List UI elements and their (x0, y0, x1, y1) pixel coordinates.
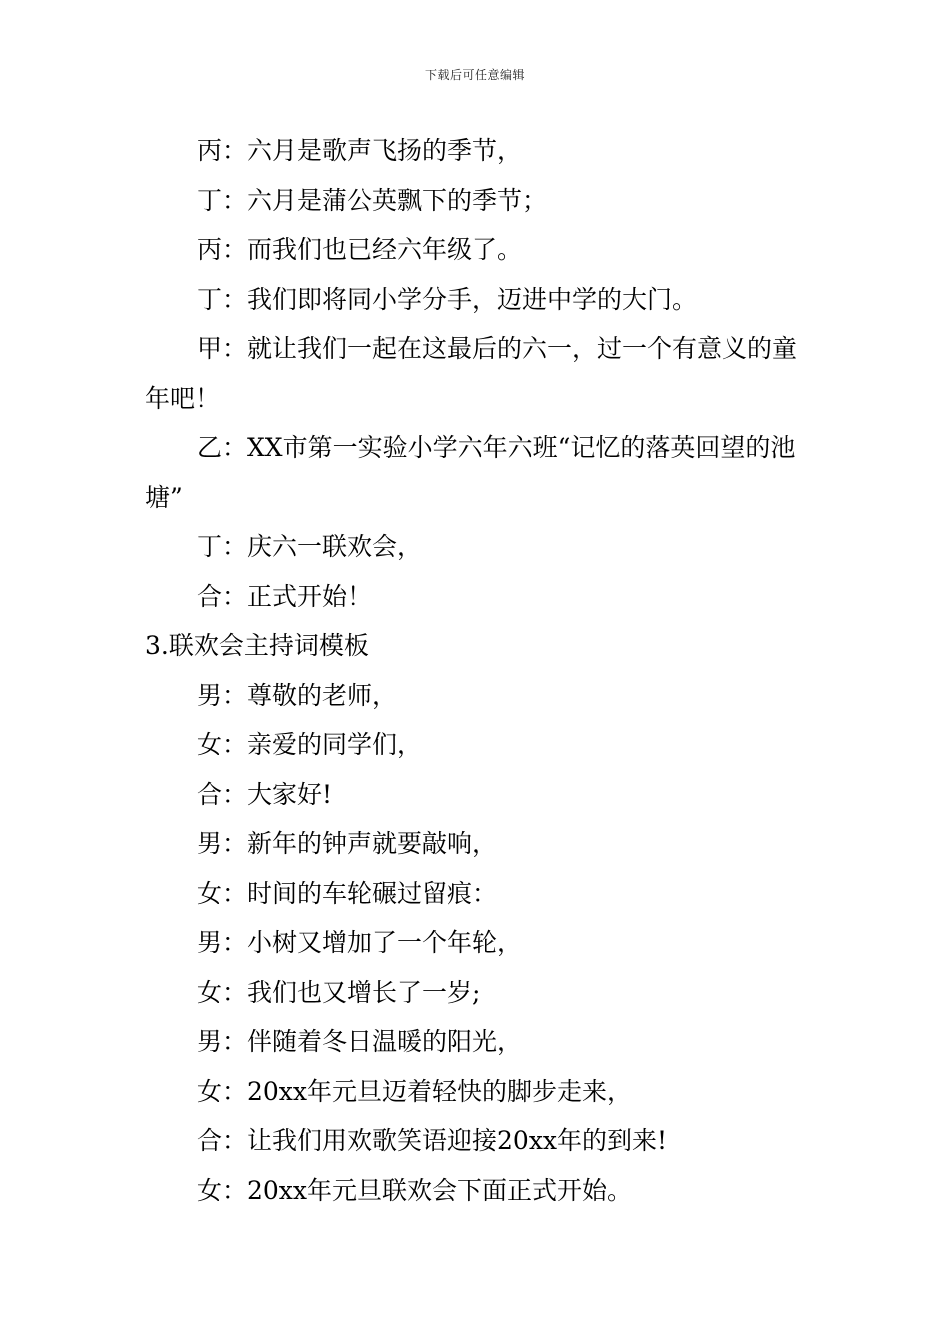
dialogue-line: 女：亲爱的同学们， (197, 730, 423, 759)
dialogue-line: 丁：六月是蒲公英飘下的季节； (197, 185, 548, 215)
section-heading: 3.联欢会主持词模板 (145, 631, 369, 660)
dialogue-line: 女：时间的车轮碾过留痕： (197, 878, 498, 908)
dialogue-line: 甲：就让我们一起在这最后的六一，过一个有意义的童年吧！ (145, 334, 798, 413)
document-body (145, 126, 810, 1215)
page-header: 下载后可任意编辑 (424, 68, 525, 82)
dialogue-line: 合：大家好! (197, 779, 333, 809)
dialogue-line: 丙：而我们也已经六年级了。 (197, 235, 523, 264)
dialogue-line: 男：伴随着冬日温暖的阳光， (197, 1027, 523, 1056)
dialogue-line: 合：让我们用欢歌笑语迎接20xx年的到来! (197, 1126, 668, 1155)
dialogue-line: 男：新年的钟声就要敲响， (197, 829, 498, 858)
dialogue-line: 合：正式开始！ (197, 581, 373, 611)
dialogue-line: 丁：我们即将同小学分手，迈进中学的大门。 (197, 284, 698, 314)
dialogue-line: 乙：XX市第一实验小学六年六班“记忆的落英回望的池塘” (145, 433, 796, 512)
dialogue-line: 男：小树又增加了一个年轮， (197, 928, 523, 957)
dialogue-line: 女：我们也又增长了一岁; (197, 977, 481, 1007)
dialogue-line: 女：20xx年元旦联欢会下面正式开始。 (197, 1175, 633, 1205)
dialogue-line: 女：20xx年元旦迈着轻快的脚步走来， (197, 1076, 633, 1106)
dialogue-line: 丙：六月是歌声飞扬的季节， (197, 136, 523, 165)
dialogue-line: 丁：庆六一联欢会， (197, 532, 423, 561)
dialogue-line: 男：尊敬的老师， (197, 680, 398, 710)
